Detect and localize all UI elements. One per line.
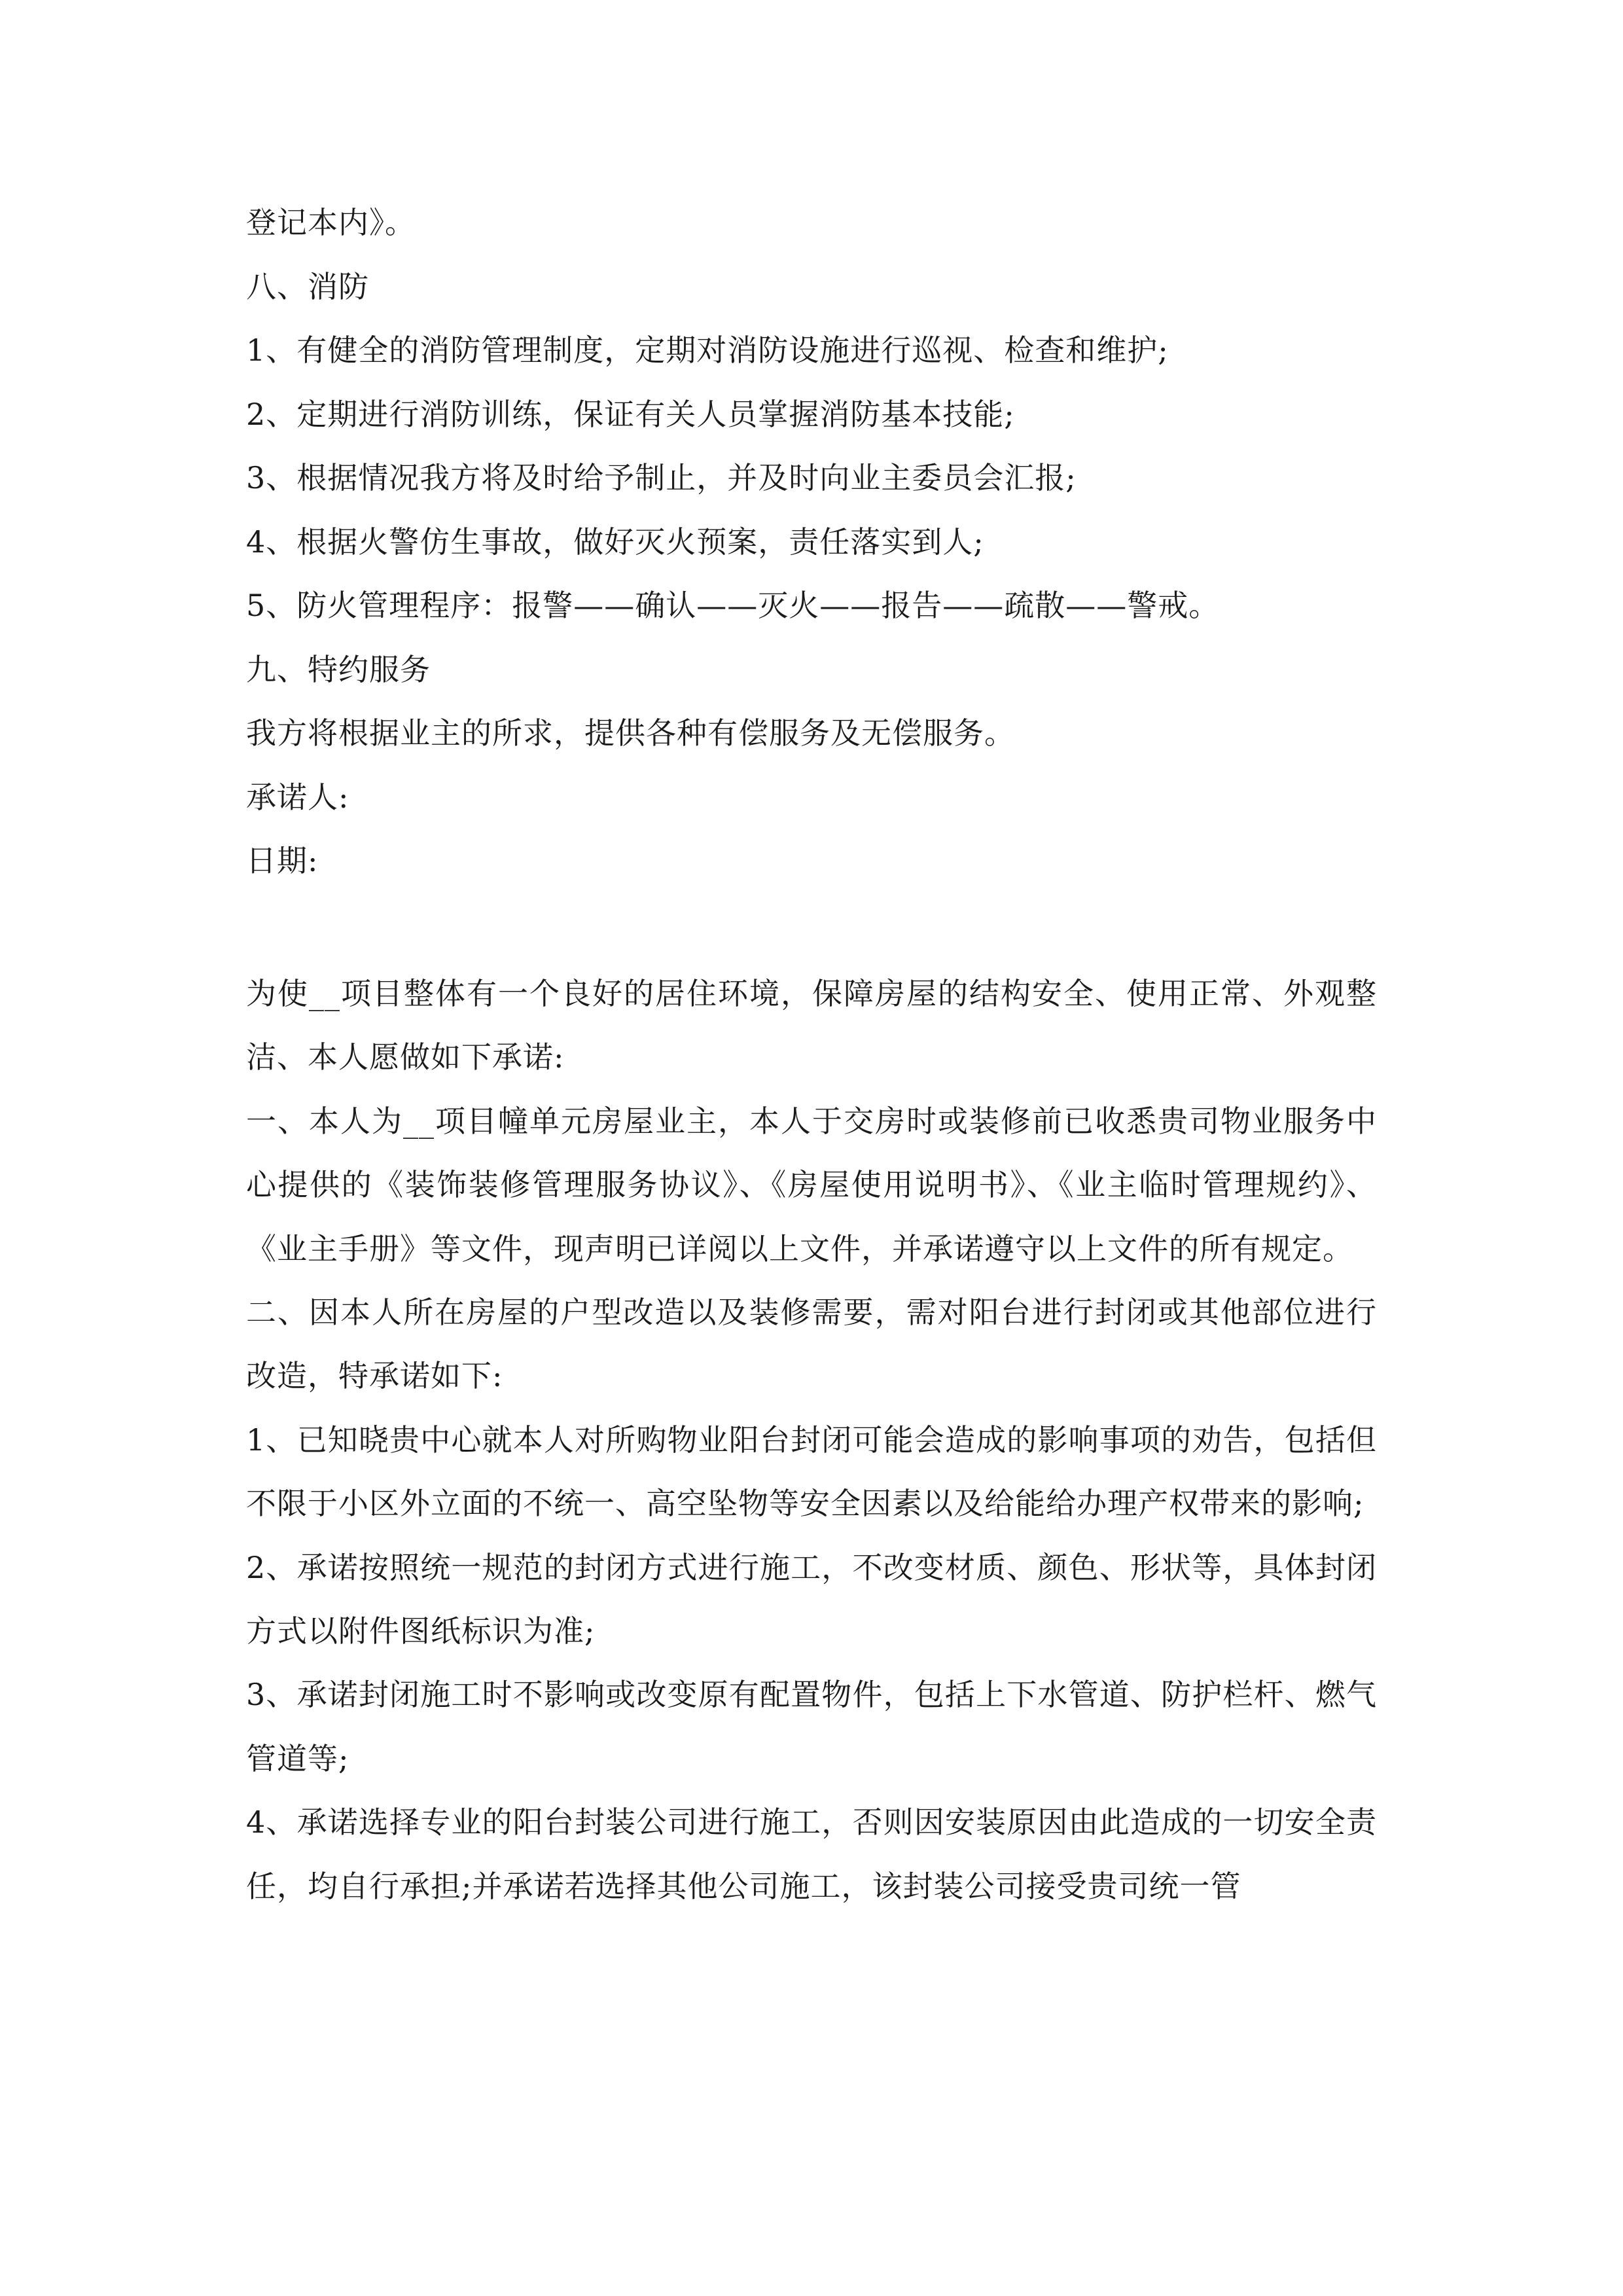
list-item: 3、承诺封闭施工时不影响或改变原有配置物件，包括上下水管道、防护栏杆、燃气管道等; [246,1677,1377,1776]
text-line: 登记本内》。 [246,205,416,240]
list-item: 2、定期进行消防训练，保证有关人员掌握消防基本技能; [246,396,1015,432]
text-line: 我方将根据业主的所求，提供各种有偿服务及无偿服务。 [246,715,1015,751]
date-label: 日期: [246,843,319,878]
signature-label: 承诺人: [246,779,349,815]
paragraph-renovation-commitment: 二、因本人所在房屋的户型改造以及装修需要，需对阳台进行封闭或其他部位进行改造，特承诺如下: [246,1295,1377,1394]
section-heading-special-services: 九、特约服务 [246,651,431,687]
list-item: 1、已知晓贵中心就本人对所购物业阳台封闭可能会造成的影响事项的劝告，包括但不限于小区外立面的不统一、高空坠物等安全因素以及给能给办理产权带来的影响; [246,1422,1377,1522]
list-item: 2、承诺按照统一规范的封闭方式进行施工，不改变材质、颜色、形状等，具体封闭方式以附件图纸标识为准; [246,1549,1377,1649]
list-item: 4、承诺选择专业的阳台封装公司进行施工，否则因安装原因由此造成的一切安全责任，均自行承担;并承诺若选择其他公司施工，该封装公司接受贵司统一管 [246,1804,1377,1904]
section-heading-fire: 八、消防 [246,268,369,304]
list-item: 4、根据火警仿生事故，做好灭火预案，责任落实到人; [246,524,984,560]
list-item: 3、根据情况我方将及时给予制止，并及时向业主委员会汇报; [246,460,1077,495]
section-balcony-commitment [246,962,1377,1918]
list-item: 1、有健全的消防管理制度，定期对消防设施进行巡视、检查和维护; [246,332,1169,368]
section-fire-and-services [246,191,1377,893]
paragraph-owner-declaration: 一、本人为__项目幢单元房屋业主，本人于交房时或装修前已收悉贵司物业服务中心提供的《装饰装修管理服务协议》、《房屋使用说明书》、《业主临时管理规约》、《业主手册》等文件，现声明已详阅以上文件，并承诺遵守以上文件的所有规定。 [246,1103,1377,1266]
list-item: 5、防火管理程序：报警——确认——灭火——报告——疏散——警戒。 [246,588,1220,623]
paragraph-intro: 为使__项目整体有一个良好的居住环境，保障房屋的结构安全、使用正常、外观整洁、本人愿做如下承诺: [246,976,1377,1075]
